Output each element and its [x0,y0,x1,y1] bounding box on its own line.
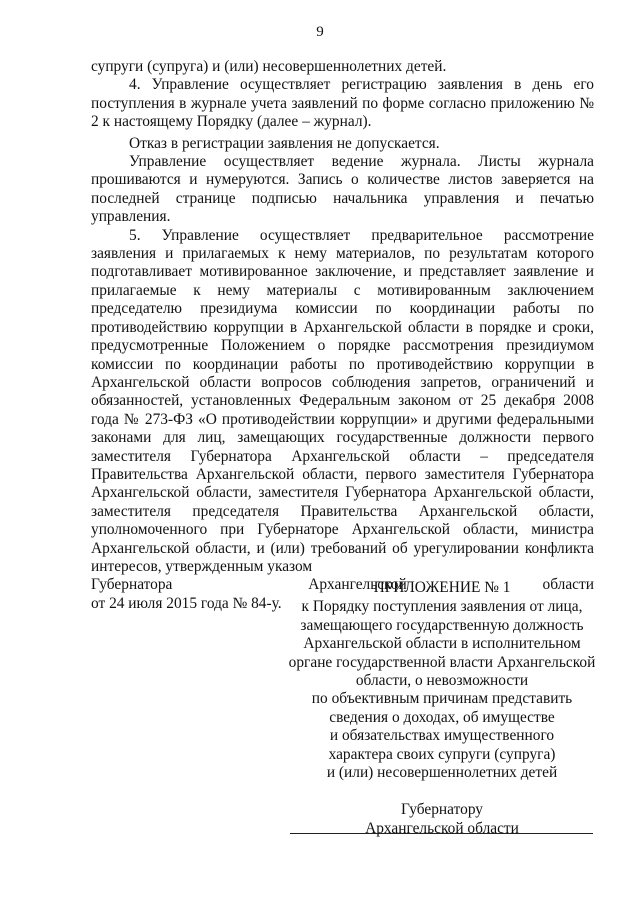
paragraph-item-5-end: от 24 июля 2015 года № 84-у. [91,594,282,612]
page-number: 9 [316,24,324,40]
appendix-line: и обязательствах имущественного [329,727,555,745]
split-word-governor: Губернатора [91,576,173,594]
appendix-line: сведения о доходах, об имуществе [329,708,555,726]
document-body [91,58,594,613]
appendix-line: характера своих супруги (супруга) [328,745,556,763]
split-word-region: области [542,576,594,594]
appendix-block [287,579,597,838]
appendix-line: по объективным причинам представить [311,690,573,708]
appendix-line: и (или) несовершеннолетних детей [326,764,558,782]
paragraph-refusal: Отказ в регистрации заявления не допускается. [129,134,440,152]
paragraph-journal: Управление осуществляет ведение журнала. Листы журнала прошиваются и нумеруются. Запись о количестве листов заверяется на последней странице подписью начальника управления и печатью управления. [91,153,594,226]
paragraph-item-5: 5. Управление осуществляет предварительное рассмотрение заявления и прилагаемых к нему материалов, по результатам которого подготавливает мотивированное заключение, и представляет заявление и прилагаемые к нему материалы с мотивированным заключением председателю президиума комиссии по координации работы по противодействию коррупции в Архангельской области в порядке и сроки, предусмотренные Положением о порядке рассмотрения президиумом комиссии по координации работы по противодействию коррупции в Архангельской области вопросов соблюдения запретов, ограничений и обязанностей, установленных Федеральным законом от 25 декабря 2008 года № 273-ФЗ «О противодействии коррупции» и другими федеральными законами для лиц, замещающих государственные должности первого заместителя Губернатора Архангельской области – председателя Правительства Архангельской области, первого заместителя Губернатора Архангельской области, заместителя Губернатора Архангельской области, заместителя председателя Правительства Архангельской области, уполномоченного при Губернаторе Архангельской области, министра Архангельской области, и (или) требований об урегулировании конфликта интересов, утвержденным указом [91,226,594,575]
paragraph-continuation: супруги (супруга) и (или) несовершеннолетних детей. [91,58,447,75]
appendix-line: области, о невозможности [355,672,529,690]
addressee-region: Архангельской области [365,819,519,837]
appendix-line: органе государственной власти Архангельской [288,653,596,671]
appendix-line: замещающего государственную должность [300,616,584,634]
paragraph-item-4: 4. Управление осуществляет регистрацию заявления в день его поступления в журнале учета заявлений по форме согласно приложению № 2 к настоящему Порядку (далее – журнал). [91,76,594,131]
appendix-line: Архангельской области в исполнительном [303,635,581,653]
appendix-line: к Порядку поступления заявления от лица, [301,598,583,616]
signature-line [290,833,593,834]
appendix-title: ПРИЛОЖЕНИЕ № 1 [373,579,511,596]
split-word-arkhangelsk: Архангельской [308,576,407,594]
addressee-governor: Губернатору [400,801,484,819]
